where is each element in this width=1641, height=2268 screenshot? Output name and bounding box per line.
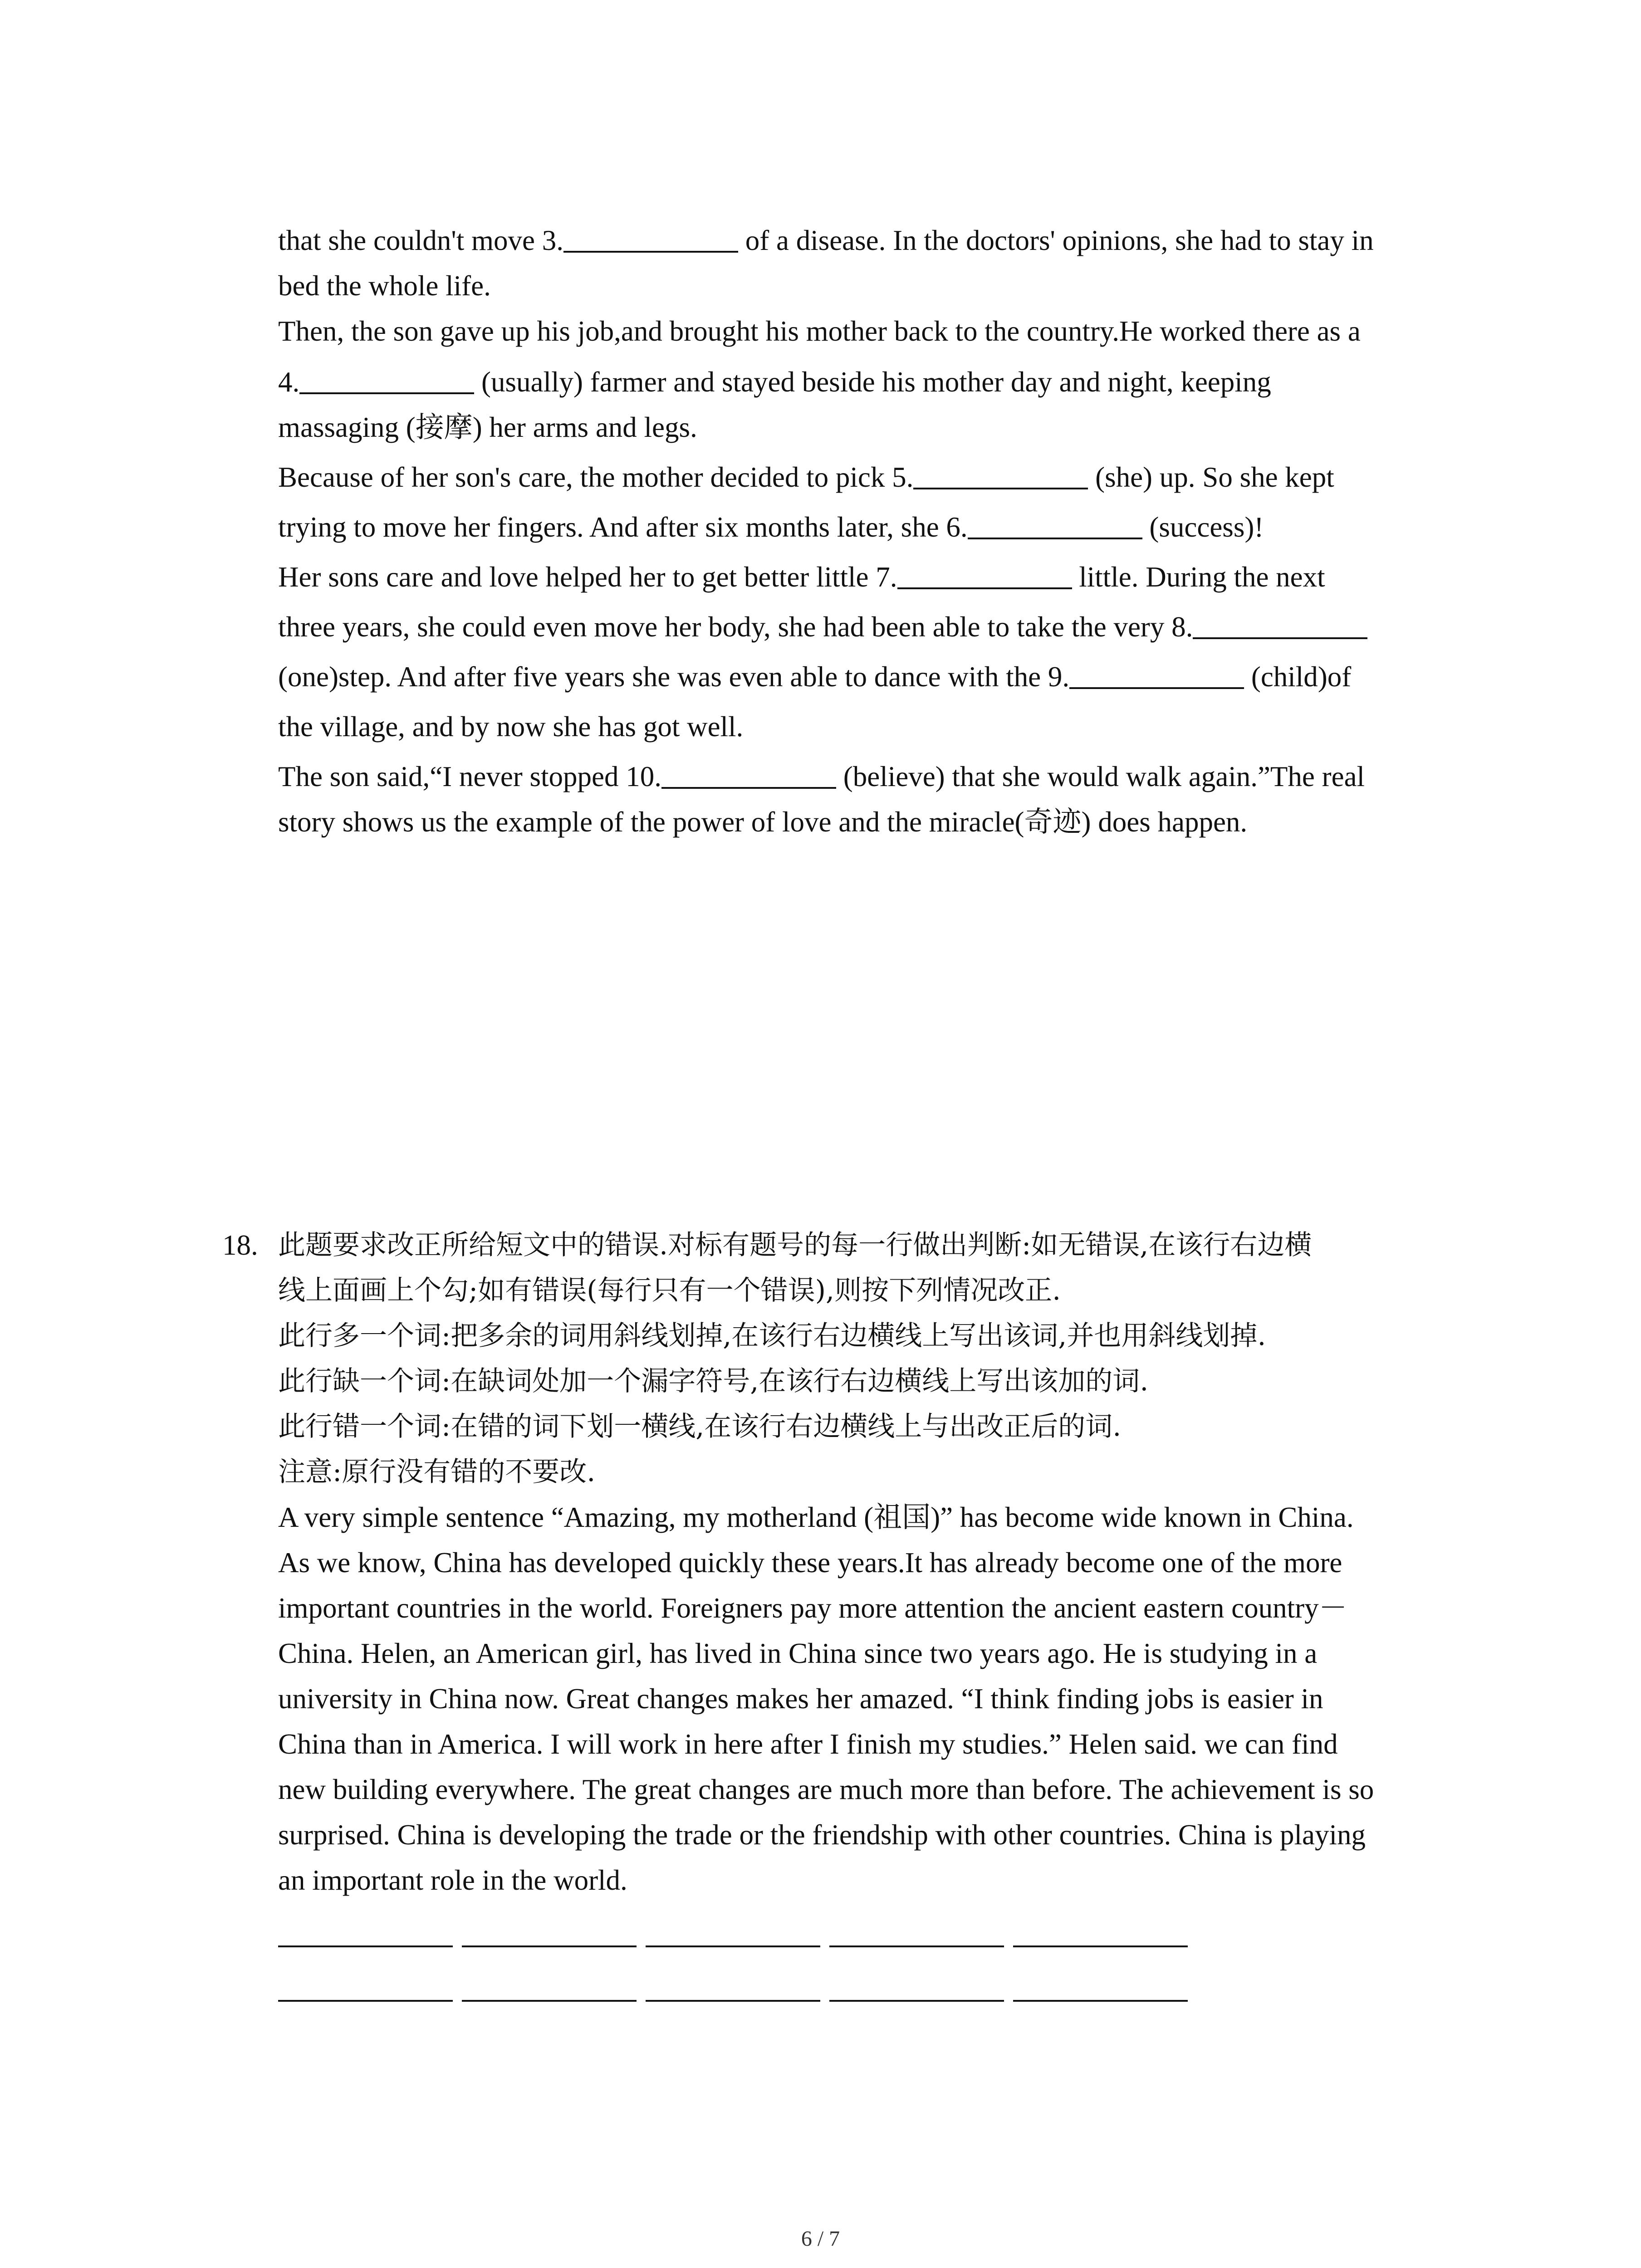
answer-blank-4[interactable]	[829, 1945, 1004, 1947]
passage-line: that she couldn't move 3. of a disease. In the doctors' opinions, she had to stay in	[278, 225, 1374, 256]
instruction-line: 此行多一个词:把多余的词用斜线划掉,在该行右边横线上写出该词,并也用斜线划掉.	[278, 1320, 1266, 1352]
answer-blank-6[interactable]	[278, 2000, 453, 2002]
passage-line: bed the whole life.	[278, 270, 491, 302]
passage-line: The son said,“I never stopped 10. (believe) that she would walk again.”The real	[278, 761, 1365, 792]
answer-blank-10[interactable]	[661, 760, 836, 789]
passage-line: A very simple sentence “Amazing, my motherland (祖国)” has become wide known in China.	[278, 1501, 1354, 1533]
passage-line: China than in America. I will work in here after I finish my studies.” Helen said. we can find	[278, 1728, 1338, 1760]
passage-line: Because of her son's care, the mother decided to pick 5. (she) up. So she kept	[278, 461, 1334, 493]
question-number: 18.	[222, 1229, 258, 1261]
passage-line: massaging (接摩) her arms and legs.	[278, 411, 697, 443]
passage-line: China. Helen, an American girl, has lived in China since two years ago. He is studying in a	[278, 1637, 1318, 1669]
passage-line: Her sons care and love helped her to get better little 7. little. During the next	[278, 561, 1325, 593]
answer-blank-4[interactable]	[299, 365, 474, 394]
passage-line: Then, the son gave up his job,and brought his mother back to the country.He worked there as a	[278, 315, 1361, 347]
answer-blank-6[interactable]	[968, 510, 1142, 539]
passage-line: (one)step. And after five years she was even able to dance with the 9. (child)of	[278, 661, 1352, 693]
answer-blank-10[interactable]	[1013, 2000, 1188, 2002]
instruction-line: 此行错一个词:在错的词下划一横线,在该行右边横线上与出改正后的词.	[278, 1411, 1122, 1442]
answer-blank-8[interactable]	[1193, 610, 1367, 639]
instruction-line: 注意:原行没有错的不要改.	[278, 1456, 596, 1488]
answer-blank-5[interactable]	[1013, 1945, 1188, 1947]
instruction-line: 线上面画上个勾;如有错误(每行只有一个错误),则按下列情况改正.	[278, 1275, 1061, 1306]
passage-line: 4. (usually) farmer and stayed beside his mother day and night, keeping	[278, 366, 1271, 398]
passage-line: surprised. China is developing the trade or the friendship with other countries. China is playing	[278, 1819, 1366, 1851]
answer-blank-7[interactable]	[462, 2000, 637, 2002]
instruction-line: 此行缺一个词:在缺词处加一个漏字符号,在该行右边横线上写出该加的词.	[278, 1365, 1149, 1397]
answer-blank-8[interactable]	[646, 2000, 820, 2002]
passage-line: As we know, China has developed quickly these years.It has already become one of the more	[278, 1547, 1342, 1579]
answer-blank-1[interactable]	[278, 1945, 453, 1947]
passage-line: the village, and by now she has got well.	[278, 711, 744, 743]
instruction-line: 此题要求改正所给短文中的错误.对标有题号的每一行做出判断:如无错误,在该行右边横	[278, 1229, 1312, 1261]
passage-line: university in China now. Great changes makes her amazed. “I think finding jobs is easier in	[278, 1683, 1323, 1715]
passage-line: new building everywhere. The great changes are much more than before. The achievement is so	[278, 1774, 1374, 1805]
answer-blank-7[interactable]	[897, 560, 1072, 589]
answer-blank-3[interactable]	[563, 224, 738, 253]
passage-line: an important role in the world.	[278, 1864, 627, 1896]
answer-blank-9[interactable]	[1069, 660, 1244, 689]
answer-blank-9[interactable]	[829, 2000, 1004, 2002]
passage-line: three years, she could even move her body, she had been able to take the very 8.	[278, 606, 1367, 647]
page-number: 6 / 7	[801, 2227, 840, 2251]
answer-blank-3[interactable]	[646, 1945, 820, 1947]
answer-blank-5[interactable]	[913, 460, 1088, 489]
passage-line: story shows us the example of the power of love and the miracle(奇迹) does happen.	[278, 806, 1248, 838]
passage-line: trying to move her fingers. And after six months later, she 6. (success)!	[278, 511, 1264, 543]
answer-blank-2[interactable]	[462, 1945, 637, 1947]
passage-line: important countries in the world. Foreigners pay more attention the ancient eastern country－	[278, 1592, 1347, 1624]
